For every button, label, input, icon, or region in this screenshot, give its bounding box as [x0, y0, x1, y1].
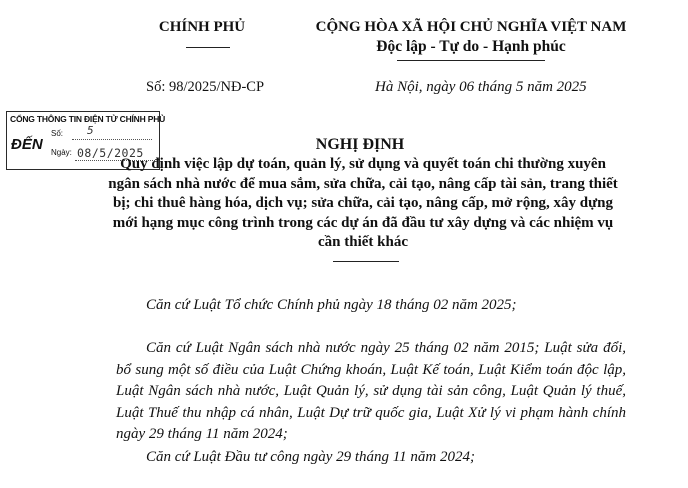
- national-motto: Độc lập - Tự do - Hạnh phúc: [376, 38, 566, 55]
- motto-underline: [397, 60, 545, 61]
- place-and-date: Hà Nội, ngày 06 tháng 5 năm 2025: [375, 79, 587, 95]
- document-subject: Quy định việc lập dự toán, quản lý, sử dụng và quyết toán chi thường xuyên ngân sách nhà nước để mua sắm, sửa chữa, cải tạo, nâng cấp tài sản, trang thiết bị; chi thuê hàng hóa, dịch vụ; sửa chữa, cải tạo, nâng cấp, mở rộng, xây dựng mới hạng mục công trình trong các dự án đã đầu tư xây dựng và các nhiệm vụ cần thiết khác: [108, 156, 618, 251]
- stamp-number-value: 5: [87, 124, 94, 137]
- preamble-paragraph-2: Căn cứ Luật Ngân sách nhà nước ngày 25 tháng 02 năm 2015; Luật sửa đổi, bổ sung một số điều của Luật Chứng khoán, Luật Kế toán, Luật Kiểm toán độc lập, Luật Ngân sách nhà nước, Luật Quản lý, sử dụng tài sản công, Luật Quản lý thuế, Luật Thuế thu nhập cá nhân, Luật Dự trữ quốc gia, Luật Xử lý vi phạm hành chính ngày 29 tháng 11 năm 2024;: [116, 340, 626, 442]
- stamp-number-dotline: [72, 139, 152, 140]
- national-title: CỘNG HÒA XÃ HỘI CHỦ NGHĨA VIỆT NAM: [315, 19, 627, 35]
- stamp-received-label: ĐẾN: [11, 136, 43, 153]
- subject-underline: [333, 261, 399, 262]
- document-title: NGHỊ ĐỊNH: [315, 136, 405, 153]
- document-number: Số: 98/2025/NĐ-CP: [146, 79, 265, 95]
- stamp-date-value: 08/5/2025: [77, 146, 144, 160]
- stamp-number-label: Số:: [51, 129, 64, 138]
- issuer-name: CHÍNH PHỦ: [158, 19, 246, 35]
- preamble-paragraph-1: Căn cứ Luật Tổ chức Chính phủ ngày 18 tháng 02 năm 2025;: [146, 297, 517, 313]
- stamp-date-label: Ngày:: [51, 148, 72, 157]
- issuer-underline: [186, 47, 230, 48]
- stamp-organization: CỔNG THÔNG TIN ĐIỆN TỬ CHÍNH PHỦ: [10, 114, 166, 124]
- preamble-paragraph-3: Căn cứ Luật Đầu tư công ngày 29 tháng 11 năm 2024;: [146, 449, 475, 465]
